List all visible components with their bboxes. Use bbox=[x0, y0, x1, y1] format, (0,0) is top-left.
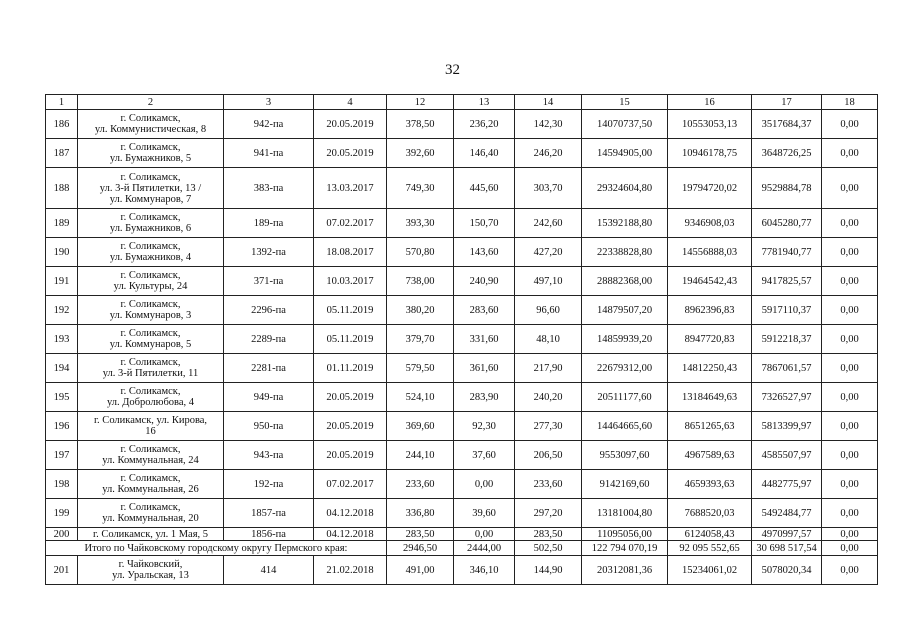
value-cell-15: 14859939,20 bbox=[582, 325, 668, 354]
address-cell bbox=[78, 412, 224, 441]
table-row bbox=[46, 209, 878, 238]
value-cell-17: 7326527,97 bbox=[752, 383, 822, 412]
value-cell-17: 4585507,97 bbox=[752, 441, 822, 470]
value-cell-17: 9529884,78 bbox=[752, 168, 822, 209]
value-cell-16: 14556888,03 bbox=[668, 238, 752, 267]
value-cell-18: 0,00 bbox=[822, 296, 878, 325]
row-number: 196 bbox=[46, 412, 78, 441]
address-line: г. Соликамск, bbox=[120, 502, 181, 513]
row-number: 189 bbox=[46, 209, 78, 238]
value-cell-14: 240,20 bbox=[515, 383, 582, 412]
value-cell-12: 570,80 bbox=[387, 238, 454, 267]
table-row bbox=[46, 556, 878, 585]
address-cell bbox=[78, 267, 224, 296]
table-row bbox=[46, 499, 878, 528]
value-cell-17: 4482775,97 bbox=[752, 470, 822, 499]
address-cell bbox=[78, 528, 224, 541]
column-header: 3 bbox=[224, 95, 314, 110]
document-number: 2289-па bbox=[224, 325, 314, 354]
row-number: 201 bbox=[46, 556, 78, 585]
value-cell-17: 7867061,57 bbox=[752, 354, 822, 383]
table-row bbox=[46, 383, 878, 412]
value-cell-15: 9142169,60 bbox=[582, 470, 668, 499]
value-cell-16: 4659393,63 bbox=[668, 470, 752, 499]
document-date: 07.02.2017 bbox=[314, 209, 387, 238]
value-cell-17: 6045280,77 bbox=[752, 209, 822, 238]
value-cell-17: 5078020,34 bbox=[752, 556, 822, 585]
address-line: г. Соликамск, bbox=[120, 299, 181, 310]
value-cell-13: 143,60 bbox=[454, 238, 515, 267]
row-number: 193 bbox=[46, 325, 78, 354]
address-line: ул. Культуры, 24 bbox=[113, 281, 188, 292]
table-row bbox=[46, 470, 878, 499]
document-number: 941-па bbox=[224, 139, 314, 168]
address-line: г. Соликамск, bbox=[120, 113, 181, 124]
address-line: ул. Уральская, 13 bbox=[112, 570, 189, 581]
value-cell-17: 3648726,25 bbox=[752, 139, 822, 168]
address-line: г. Соликамск, bbox=[120, 473, 181, 484]
value-cell-18: 0,00 bbox=[822, 354, 878, 383]
table-row bbox=[46, 441, 878, 470]
value-cell-17: 5912218,37 bbox=[752, 325, 822, 354]
value-cell-12: 244,10 bbox=[387, 441, 454, 470]
document-date: 20.05.2019 bbox=[314, 110, 387, 139]
total-value-17: 30 698 517,54 bbox=[752, 541, 822, 556]
document-date: 04.12.2018 bbox=[314, 528, 387, 541]
address-cell bbox=[78, 441, 224, 470]
document-number: 1857-па bbox=[224, 499, 314, 528]
document-date: 05.11.2019 bbox=[314, 325, 387, 354]
document-number: 949-па bbox=[224, 383, 314, 412]
column-header: 18 bbox=[822, 95, 878, 110]
document-number: 383-па bbox=[224, 168, 314, 209]
value-cell-18: 0,00 bbox=[822, 470, 878, 499]
address-cell bbox=[78, 556, 224, 585]
document-number: 1392-па bbox=[224, 238, 314, 267]
address-line: г. Соликамск, bbox=[120, 142, 181, 153]
value-cell-14: 142,30 bbox=[515, 110, 582, 139]
value-cell-12: 392,60 bbox=[387, 139, 454, 168]
address-line: г. Соликамск, bbox=[120, 328, 181, 339]
value-cell-14: 217,90 bbox=[515, 354, 582, 383]
address-line: г. Соликамск, bbox=[120, 171, 181, 183]
row-number: 194 bbox=[46, 354, 78, 383]
document-date: 20.05.2019 bbox=[314, 383, 387, 412]
value-cell-16: 9346908,03 bbox=[668, 209, 752, 238]
value-cell-17: 9417825,57 bbox=[752, 267, 822, 296]
value-cell-14: 96,60 bbox=[515, 296, 582, 325]
address-cell bbox=[78, 354, 224, 383]
value-cell-15: 29324604,80 bbox=[582, 168, 668, 209]
value-cell-14: 303,70 bbox=[515, 168, 582, 209]
value-cell-16: 13184649,63 bbox=[668, 383, 752, 412]
row-number: 200 bbox=[46, 528, 78, 541]
row-number: 199 bbox=[46, 499, 78, 528]
row-number: 186 bbox=[46, 110, 78, 139]
column-header: 17 bbox=[752, 95, 822, 110]
document-number: 2296-па bbox=[224, 296, 314, 325]
document-date: 20.05.2019 bbox=[314, 441, 387, 470]
total-value-13: 2444,00 bbox=[454, 541, 515, 556]
address-line: ул. Бумажников, 4 bbox=[109, 252, 192, 263]
value-cell-15: 13181004,80 bbox=[582, 499, 668, 528]
value-cell-12: 524,10 bbox=[387, 383, 454, 412]
value-cell-14: 297,20 bbox=[515, 499, 582, 528]
table-header bbox=[46, 95, 878, 110]
document-date: 18.08.2017 bbox=[314, 238, 387, 267]
value-cell-14: 427,20 bbox=[515, 238, 582, 267]
row-number: 195 bbox=[46, 383, 78, 412]
total-value-12: 2946,50 bbox=[387, 541, 454, 556]
value-cell-14: 144,90 bbox=[515, 556, 582, 585]
value-cell-16: 8962396,83 bbox=[668, 296, 752, 325]
value-cell-16: 14812250,43 bbox=[668, 354, 752, 383]
table-row bbox=[46, 325, 878, 354]
address-line: ул. Бумажников, 6 bbox=[109, 223, 192, 234]
value-cell-13: 0,00 bbox=[454, 470, 515, 499]
value-cell-14: 277,30 bbox=[515, 412, 582, 441]
document-date: 05.11.2019 bbox=[314, 296, 387, 325]
row-number: 187 bbox=[46, 139, 78, 168]
address-line: г. Соликамск, bbox=[120, 386, 181, 397]
value-cell-13: 39,60 bbox=[454, 499, 515, 528]
row-number: 188 bbox=[46, 168, 78, 209]
value-cell-18: 0,00 bbox=[822, 412, 878, 441]
value-cell-18: 0,00 bbox=[822, 383, 878, 412]
value-cell-18: 0,00 bbox=[822, 267, 878, 296]
address-line: г. Соликамск, bbox=[120, 212, 181, 223]
address-cell bbox=[78, 238, 224, 267]
table-row bbox=[46, 412, 878, 441]
column-header: 16 bbox=[668, 95, 752, 110]
column-header: 1 bbox=[46, 95, 78, 110]
value-cell-14: 233,60 bbox=[515, 470, 582, 499]
value-cell-16: 7688520,03 bbox=[668, 499, 752, 528]
address-line: ул. Коммунальная, 26 bbox=[102, 484, 199, 495]
address-line: ул. Коммунаров, 7 bbox=[109, 193, 192, 205]
value-cell-12: 393,30 bbox=[387, 209, 454, 238]
value-cell-13: 361,60 bbox=[454, 354, 515, 383]
value-cell-14: 206,50 bbox=[515, 441, 582, 470]
total-label: Итого по Чайковскому городскому округу Пермского края: bbox=[46, 541, 387, 556]
address-line: ул. Коммунаров, 3 bbox=[109, 310, 192, 321]
document-date: 04.12.2018 bbox=[314, 499, 387, 528]
column-header: 13 bbox=[454, 95, 515, 110]
value-cell-13: 445,60 bbox=[454, 168, 515, 209]
document-date: 21.02.2018 bbox=[314, 556, 387, 585]
value-cell-14: 48,10 bbox=[515, 325, 582, 354]
value-cell-12: 749,30 bbox=[387, 168, 454, 209]
value-cell-18: 0,00 bbox=[822, 110, 878, 139]
value-cell-17: 3517684,37 bbox=[752, 110, 822, 139]
column-header: 2 bbox=[78, 95, 224, 110]
address-cell bbox=[78, 168, 224, 209]
value-cell-15: 20511177,60 bbox=[582, 383, 668, 412]
value-cell-16: 10553053,13 bbox=[668, 110, 752, 139]
document-number: 950-па bbox=[224, 412, 314, 441]
address-cell bbox=[78, 470, 224, 499]
value-cell-17: 7781940,77 bbox=[752, 238, 822, 267]
value-cell-15: 22679312,00 bbox=[582, 354, 668, 383]
value-cell-12: 283,50 bbox=[387, 528, 454, 541]
document-date: 07.02.2017 bbox=[314, 470, 387, 499]
document-date: 01.11.2019 bbox=[314, 354, 387, 383]
table-row bbox=[46, 139, 878, 168]
value-cell-12: 380,20 bbox=[387, 296, 454, 325]
address-line: г. Соликамск, bbox=[120, 270, 181, 281]
value-cell-12: 378,50 bbox=[387, 110, 454, 139]
table-row bbox=[46, 238, 878, 267]
value-cell-16: 10946178,75 bbox=[668, 139, 752, 168]
value-cell-18: 0,00 bbox=[822, 325, 878, 354]
value-cell-16: 8947720,83 bbox=[668, 325, 752, 354]
address-line: ул. Добролюбова, 4 bbox=[106, 397, 195, 408]
column-header: 14 bbox=[515, 95, 582, 110]
value-cell-14: 246,20 bbox=[515, 139, 582, 168]
address-line: г. Соликамск, ул. Кирова, bbox=[93, 415, 208, 426]
value-cell-13: 331,60 bbox=[454, 325, 515, 354]
row-number: 197 bbox=[46, 441, 78, 470]
address-cell bbox=[78, 499, 224, 528]
value-cell-15: 14879507,20 bbox=[582, 296, 668, 325]
page-number: 32 bbox=[445, 62, 460, 78]
value-cell-15: 11095056,00 bbox=[582, 528, 668, 541]
address-line: ул. Коммунистическая, 8 bbox=[94, 124, 207, 135]
register-table bbox=[45, 94, 878, 585]
address-line: ул. Коммунальная, 20 bbox=[102, 513, 199, 524]
value-cell-16: 19794720,02 bbox=[668, 168, 752, 209]
value-cell-18: 0,00 bbox=[822, 139, 878, 168]
document-number: 1856-па bbox=[224, 528, 314, 541]
table-row bbox=[46, 110, 878, 139]
value-cell-18: 0,00 bbox=[822, 528, 878, 541]
value-cell-13: 0,00 bbox=[454, 528, 515, 541]
table-row bbox=[46, 354, 878, 383]
table-row bbox=[46, 528, 878, 541]
value-cell-17: 5917110,37 bbox=[752, 296, 822, 325]
total-row bbox=[46, 541, 878, 556]
row-number: 190 bbox=[46, 238, 78, 267]
address-line: ул. 3-й Пятилетки, 11 bbox=[102, 368, 199, 379]
header-row bbox=[46, 95, 878, 110]
address-line: 16 bbox=[145, 426, 156, 437]
value-cell-17: 5492484,77 bbox=[752, 499, 822, 528]
document-number: 192-па bbox=[224, 470, 314, 499]
value-cell-16: 8651265,63 bbox=[668, 412, 752, 441]
column-header: 12 bbox=[387, 95, 454, 110]
value-cell-15: 28882368,00 bbox=[582, 267, 668, 296]
address-cell bbox=[78, 325, 224, 354]
value-cell-14: 497,10 bbox=[515, 267, 582, 296]
value-cell-12: 491,00 bbox=[387, 556, 454, 585]
value-cell-17: 5813399,97 bbox=[752, 412, 822, 441]
value-cell-18: 0,00 bbox=[822, 499, 878, 528]
value-cell-16: 6124058,43 bbox=[668, 528, 752, 541]
value-cell-13: 240,90 bbox=[454, 267, 515, 296]
address-cell bbox=[78, 296, 224, 325]
column-header: 15 bbox=[582, 95, 668, 110]
row-number: 198 bbox=[46, 470, 78, 499]
document-number: 414 bbox=[224, 556, 314, 585]
document-date: 13.03.2017 bbox=[314, 168, 387, 209]
row-number: 191 bbox=[46, 267, 78, 296]
value-cell-12: 233,60 bbox=[387, 470, 454, 499]
value-cell-12: 738,00 bbox=[387, 267, 454, 296]
value-cell-16: 19464542,43 bbox=[668, 267, 752, 296]
row-number: 192 bbox=[46, 296, 78, 325]
value-cell-18: 0,00 bbox=[822, 238, 878, 267]
value-cell-16: 4967589,63 bbox=[668, 441, 752, 470]
document-date: 20.05.2019 bbox=[314, 412, 387, 441]
value-cell-15: 20312081,36 bbox=[582, 556, 668, 585]
address-cell bbox=[78, 110, 224, 139]
table-body bbox=[46, 110, 878, 585]
value-cell-13: 283,60 bbox=[454, 296, 515, 325]
value-cell-15: 15392188,80 bbox=[582, 209, 668, 238]
value-cell-15: 22338828,80 bbox=[582, 238, 668, 267]
address-line: г. Соликамск, bbox=[120, 357, 181, 368]
document-date: 20.05.2019 bbox=[314, 139, 387, 168]
value-cell-15: 14594905,00 bbox=[582, 139, 668, 168]
value-cell-13: 92,30 bbox=[454, 412, 515, 441]
address-line: ул. 3-й Пятилетки, 13 / bbox=[99, 182, 202, 194]
value-cell-12: 379,70 bbox=[387, 325, 454, 354]
value-cell-15: 9553097,60 bbox=[582, 441, 668, 470]
value-cell-13: 283,90 bbox=[454, 383, 515, 412]
value-cell-14: 283,50 bbox=[515, 528, 582, 541]
value-cell-12: 336,80 bbox=[387, 499, 454, 528]
value-cell-15: 14464665,60 bbox=[582, 412, 668, 441]
value-cell-18: 0,00 bbox=[822, 209, 878, 238]
total-value-14: 502,50 bbox=[515, 541, 582, 556]
value-cell-13: 346,10 bbox=[454, 556, 515, 585]
value-cell-12: 579,50 bbox=[387, 354, 454, 383]
column-header: 4 bbox=[314, 95, 387, 110]
address-line: ул. Коммунальная, 24 bbox=[102, 455, 199, 466]
document-number: 371-па bbox=[224, 267, 314, 296]
address-cell bbox=[78, 209, 224, 238]
value-cell-18: 0,00 bbox=[822, 168, 878, 209]
value-cell-17: 4970997,57 bbox=[752, 528, 822, 541]
document-number: 189-па bbox=[224, 209, 314, 238]
value-cell-15: 14070737,50 bbox=[582, 110, 668, 139]
total-value-18: 0,00 bbox=[822, 541, 878, 556]
document-number: 943-па bbox=[224, 441, 314, 470]
document-number: 2281-па bbox=[224, 354, 314, 383]
address-line: г. Соликамск, bbox=[120, 444, 181, 455]
value-cell-18: 0,00 bbox=[822, 441, 878, 470]
address-line: г. Чайковский, bbox=[118, 559, 183, 570]
address-line: г. Соликамск, bbox=[120, 241, 181, 252]
table-row bbox=[46, 296, 878, 325]
total-value-16: 92 095 552,65 bbox=[668, 541, 752, 556]
value-cell-18: 0,00 bbox=[822, 556, 878, 585]
value-cell-13: 236,20 bbox=[454, 110, 515, 139]
value-cell-13: 37,60 bbox=[454, 441, 515, 470]
value-cell-13: 146,40 bbox=[454, 139, 515, 168]
table-row bbox=[46, 168, 878, 209]
address-line: ул. Бумажников, 5 bbox=[109, 153, 192, 164]
value-cell-12: 369,60 bbox=[387, 412, 454, 441]
table-row bbox=[46, 267, 878, 296]
address-line: г. Соликамск, ул. 1 Мая, 5 bbox=[92, 528, 209, 540]
value-cell-13: 150,70 bbox=[454, 209, 515, 238]
value-cell-14: 242,60 bbox=[515, 209, 582, 238]
address-line: ул. Коммунаров, 5 bbox=[109, 339, 192, 350]
value-cell-16: 15234061,02 bbox=[668, 556, 752, 585]
document-date: 10.03.2017 bbox=[314, 267, 387, 296]
address-cell bbox=[78, 383, 224, 412]
document-number: 942-па bbox=[224, 110, 314, 139]
total-value-15: 122 794 070,19 bbox=[582, 541, 668, 556]
address-cell bbox=[78, 139, 224, 168]
